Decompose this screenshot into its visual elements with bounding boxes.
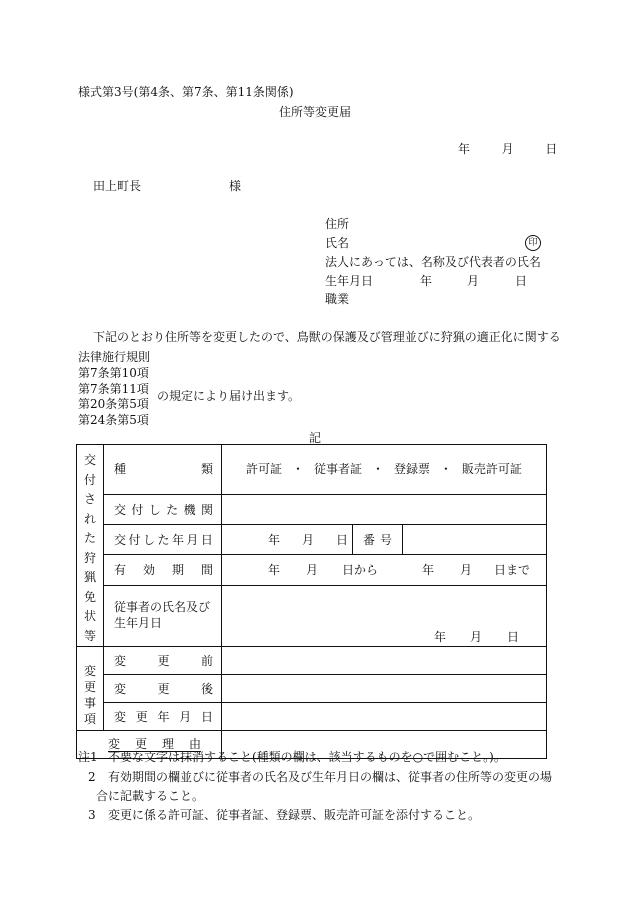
rule-article: 第7条第10項	[78, 366, 149, 380]
rule-article: 第7条第11項	[78, 382, 149, 396]
kind-option: 従事者証	[313, 462, 362, 477]
kind-separator: ・	[291, 462, 304, 477]
change-date-label: 変 更 年 月 日	[104, 703, 222, 731]
applicant-address-label: 住所	[325, 217, 350, 231]
note-number: 3	[88, 808, 96, 822]
document-title: 住所等変更届	[279, 105, 352, 119]
note-text: 不要な文字は抹消すること(種類の欄は、該当するものを○で囲むこと。)。	[108, 750, 506, 764]
note-number: 注1	[78, 750, 98, 764]
issue-month: 月	[301, 532, 314, 547]
applicant-dob-year: 年	[420, 274, 433, 288]
table-row	[77, 555, 547, 585]
date-day: 日	[545, 142, 558, 156]
issue-year: 年	[268, 532, 281, 547]
change-date-value	[222, 703, 547, 731]
valid-month-1: 月	[306, 562, 319, 577]
table-row	[77, 675, 547, 703]
after-label: 変 更 後	[104, 675, 222, 703]
valid-to: 日まで	[494, 562, 531, 577]
ki-heading: 記	[309, 431, 322, 445]
rule-article: 第20条第5項	[78, 397, 149, 411]
table-row	[77, 585, 547, 646]
applicant-name-label: 氏名	[325, 236, 350, 250]
valid-from: 日から	[342, 562, 379, 577]
after-value	[222, 675, 547, 703]
valid-month-2: 月	[460, 562, 473, 577]
note-number: 2	[88, 770, 96, 784]
applicant-corp-label: 法人にあっては、名称及び代表者の氏名	[325, 255, 541, 269]
number-label: 番 号	[353, 525, 403, 555]
worker-label: 従事者の氏名及び 生年月日	[104, 585, 222, 646]
issuer-value	[222, 494, 547, 524]
note-text: 有効期間の欄並びに従事者の氏名及び生年月日の欄は、従事者の住所等の変更の場	[108, 770, 553, 784]
valid-year-1: 年	[268, 562, 281, 577]
rule-law: 法律施行規則	[78, 350, 151, 364]
date-month: 月	[501, 142, 514, 156]
worker-day: 日	[507, 630, 520, 645]
table-row	[77, 647, 547, 675]
validity-label: 有 効 期 間	[104, 555, 222, 585]
reason-label: 変 更 理 由	[77, 731, 222, 759]
kind-label: 種 類	[104, 445, 222, 495]
valid-year-2: 年	[422, 562, 435, 577]
addressee: 田上町長	[93, 179, 142, 193]
kind-option: 登録票	[393, 462, 430, 477]
worker-year: 年	[434, 630, 447, 645]
applicant-job-label: 職業	[325, 292, 350, 306]
group-change-label: 変更事項	[77, 647, 104, 731]
issue-date-value	[222, 525, 353, 555]
table-row	[77, 525, 547, 555]
number-value	[403, 525, 547, 555]
rule-article: 第24条第5項	[78, 413, 149, 427]
note-text: 合に記載すること。	[96, 789, 205, 803]
note-text: 変更に係る許可証、従事者証、登録票、販売許可証を添付すること。	[108, 808, 481, 822]
applicant-dob-label: 生年月日	[325, 274, 374, 288]
issue-date-label: 交 付 し た 年 月 日	[104, 525, 222, 555]
issuer-label: 交 付 し た 機 関	[104, 494, 222, 524]
applicant-dob-month: 月	[467, 274, 480, 288]
change-table	[76, 444, 547, 759]
before-label: 変 更 前	[104, 647, 222, 675]
worker-month: 月	[470, 630, 483, 645]
table-row	[77, 494, 547, 524]
kind-separator: ・	[439, 462, 452, 477]
issue-day: 日	[335, 532, 348, 547]
body-text: 下記のとおり住所等を変更したので、鳥獣の保護及び管理並びに狩猟の適正化に関する	[93, 330, 561, 344]
table-row	[77, 445, 547, 495]
table-row	[77, 703, 547, 731]
submission-date	[458, 143, 557, 155]
date-year: 年	[458, 142, 471, 156]
group-issued-label: 交付された狩猟免状等	[77, 445, 104, 647]
seal-mark: 印	[525, 235, 541, 251]
kind-options	[222, 445, 547, 495]
form-number: 様式第3号(第4条、第7条、第11条関係)	[78, 85, 294, 99]
applicant-dob-day: 日	[515, 274, 528, 288]
addressee-honorific: 様	[229, 179, 242, 193]
rule-tail: の規定により届け出ます。	[157, 389, 301, 403]
before-value	[222, 647, 547, 675]
kind-option: 許可証	[246, 462, 283, 477]
kind-separator: ・	[371, 462, 384, 477]
kind-option: 販売許可証	[461, 462, 522, 477]
worker-value	[222, 585, 547, 646]
validity-value	[222, 555, 547, 585]
